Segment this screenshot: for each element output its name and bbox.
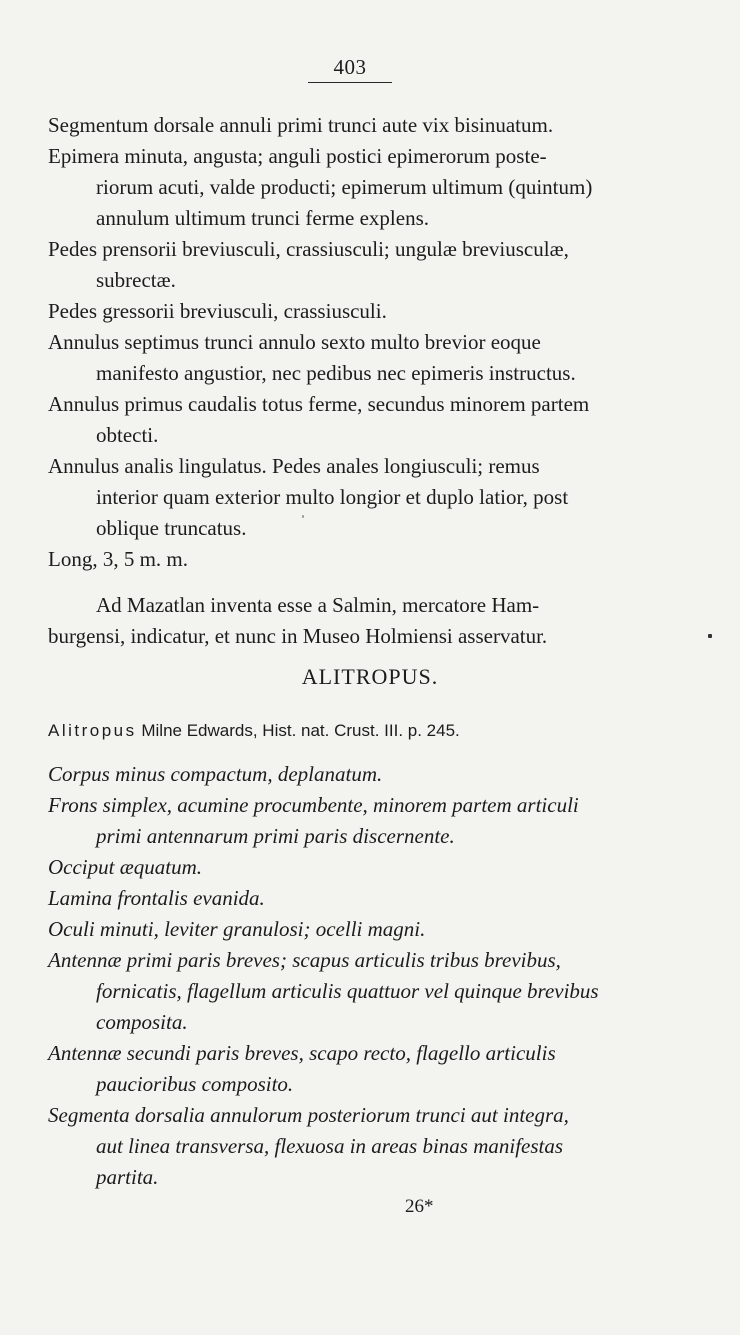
entry-frons <box>0 790 740 852</box>
page-number: 403 <box>333 55 367 79</box>
entry-line: partita. <box>96 1165 159 1189</box>
entry-antennae-secundi <box>0 1038 740 1100</box>
locality-paragraph <box>0 590 740 652</box>
paragraph-line: burgensi, indicatur, et nunc in Museo Holmiensi asservatur. <box>48 624 548 648</box>
entry-annulus-analis <box>0 451 740 544</box>
entry-line: Long, 3, 5 m. m. <box>48 547 188 571</box>
entry-line: paucioribus composito. <box>96 1072 294 1096</box>
entry-line: Segmentum dorsale annuli primi trunci aute vix bisinuatum. <box>48 113 554 137</box>
entry-line: composita. <box>96 1010 188 1034</box>
printer-signature: 26* <box>405 1196 434 1217</box>
entry-antennae-primi <box>0 945 740 1038</box>
citation-genus-name: Alitropus <box>48 721 137 740</box>
entry-line: aut linea transversa, flexuosa in areas binas manifestas <box>96 1134 564 1158</box>
entry-line: Pedes prensorii breviusculi, crassiusculi; ungulæ breviusculæ, <box>48 237 569 261</box>
entry-line: Segmenta dorsalia annulorum posteriorum trunci aut integra, <box>48 1103 569 1127</box>
entry-line: Epimera minuta, angusta; anguli postici epimerorum poste- <box>48 144 547 168</box>
entry-line: subrectæ. <box>96 268 176 292</box>
entry-line: Annulus analis lingulatus. Pedes anales longiusculi; remus <box>48 454 540 478</box>
entry-line: Pedes gressorii breviusculi, crassiusculi. <box>48 299 387 323</box>
entry-segmenta-dorsalia <box>0 1100 740 1193</box>
entry-lamina-frontalis <box>0 883 740 914</box>
genus-heading: ALITROPUS. <box>301 664 439 689</box>
entry-segmentum-dorsale <box>0 110 740 141</box>
page-number-rule <box>308 82 392 83</box>
entry-occiput <box>0 852 740 883</box>
entry-annulus-primus-caudalis <box>0 389 740 451</box>
entry-line: Antennæ secundi paris breves, scapo recto, flagello articulis <box>48 1041 556 1065</box>
entry-line: Lamina frontalis evanida. <box>48 886 265 910</box>
entry-line: Antennæ primi paris breves; scapus articulis tribus brevibus, <box>48 948 561 972</box>
scan-speck <box>302 515 304 518</box>
entry-line: obtecti. <box>96 423 159 447</box>
citation-reference: Milne Edwards, Hist. nat. Crust. III. p. 245. <box>136 721 460 740</box>
entry-line: annulum ultimum trunci ferme explens. <box>96 206 430 230</box>
entry-epimera <box>0 141 740 234</box>
entry-line: interior quam exterior multo longior et duplo latior, post <box>96 485 569 509</box>
entry-line: riorum acuti, valde producti; epimerum ultimum (quintum) <box>96 175 593 199</box>
entry-line: Frons simplex, acumine procumbente, minorem partem articuli <box>48 793 579 817</box>
entry-oculi <box>0 914 740 945</box>
entry-pedes-gressorii <box>0 296 740 327</box>
entry-line: Corpus minus compactum, deplanatum. <box>48 762 383 786</box>
scan-speck <box>708 634 712 638</box>
entry-line: primi antennarum primi paris discernente. <box>96 824 455 848</box>
entry-length <box>0 544 740 575</box>
paragraph-line: Ad Mazatlan inventa esse a Salmin, mercatore Ham- <box>96 593 540 617</box>
entry-annulus-septimus <box>0 327 740 389</box>
entry-line: Occiput æquatum. <box>48 855 202 879</box>
entry-corpus <box>0 759 740 790</box>
entry-line: fornicatis, flagellum articulis quattuor vel quinque brevibus <box>96 979 599 1003</box>
entry-line: Annulus septimus trunci annulo sexto multo brevior eoque <box>48 330 541 354</box>
entry-line: Annulus primus caudalis totus ferme, secundus minorem partem <box>48 392 590 416</box>
entry-pedes-prensorii <box>0 234 740 296</box>
genus-citation <box>48 718 460 744</box>
entry-line: Oculi minuti, leviter granulosi; ocelli magni. <box>48 917 426 941</box>
entry-line: oblique truncatus. <box>96 516 247 540</box>
entry-line: manifesto angustior, nec pedibus nec epimeris instructus. <box>96 361 576 385</box>
